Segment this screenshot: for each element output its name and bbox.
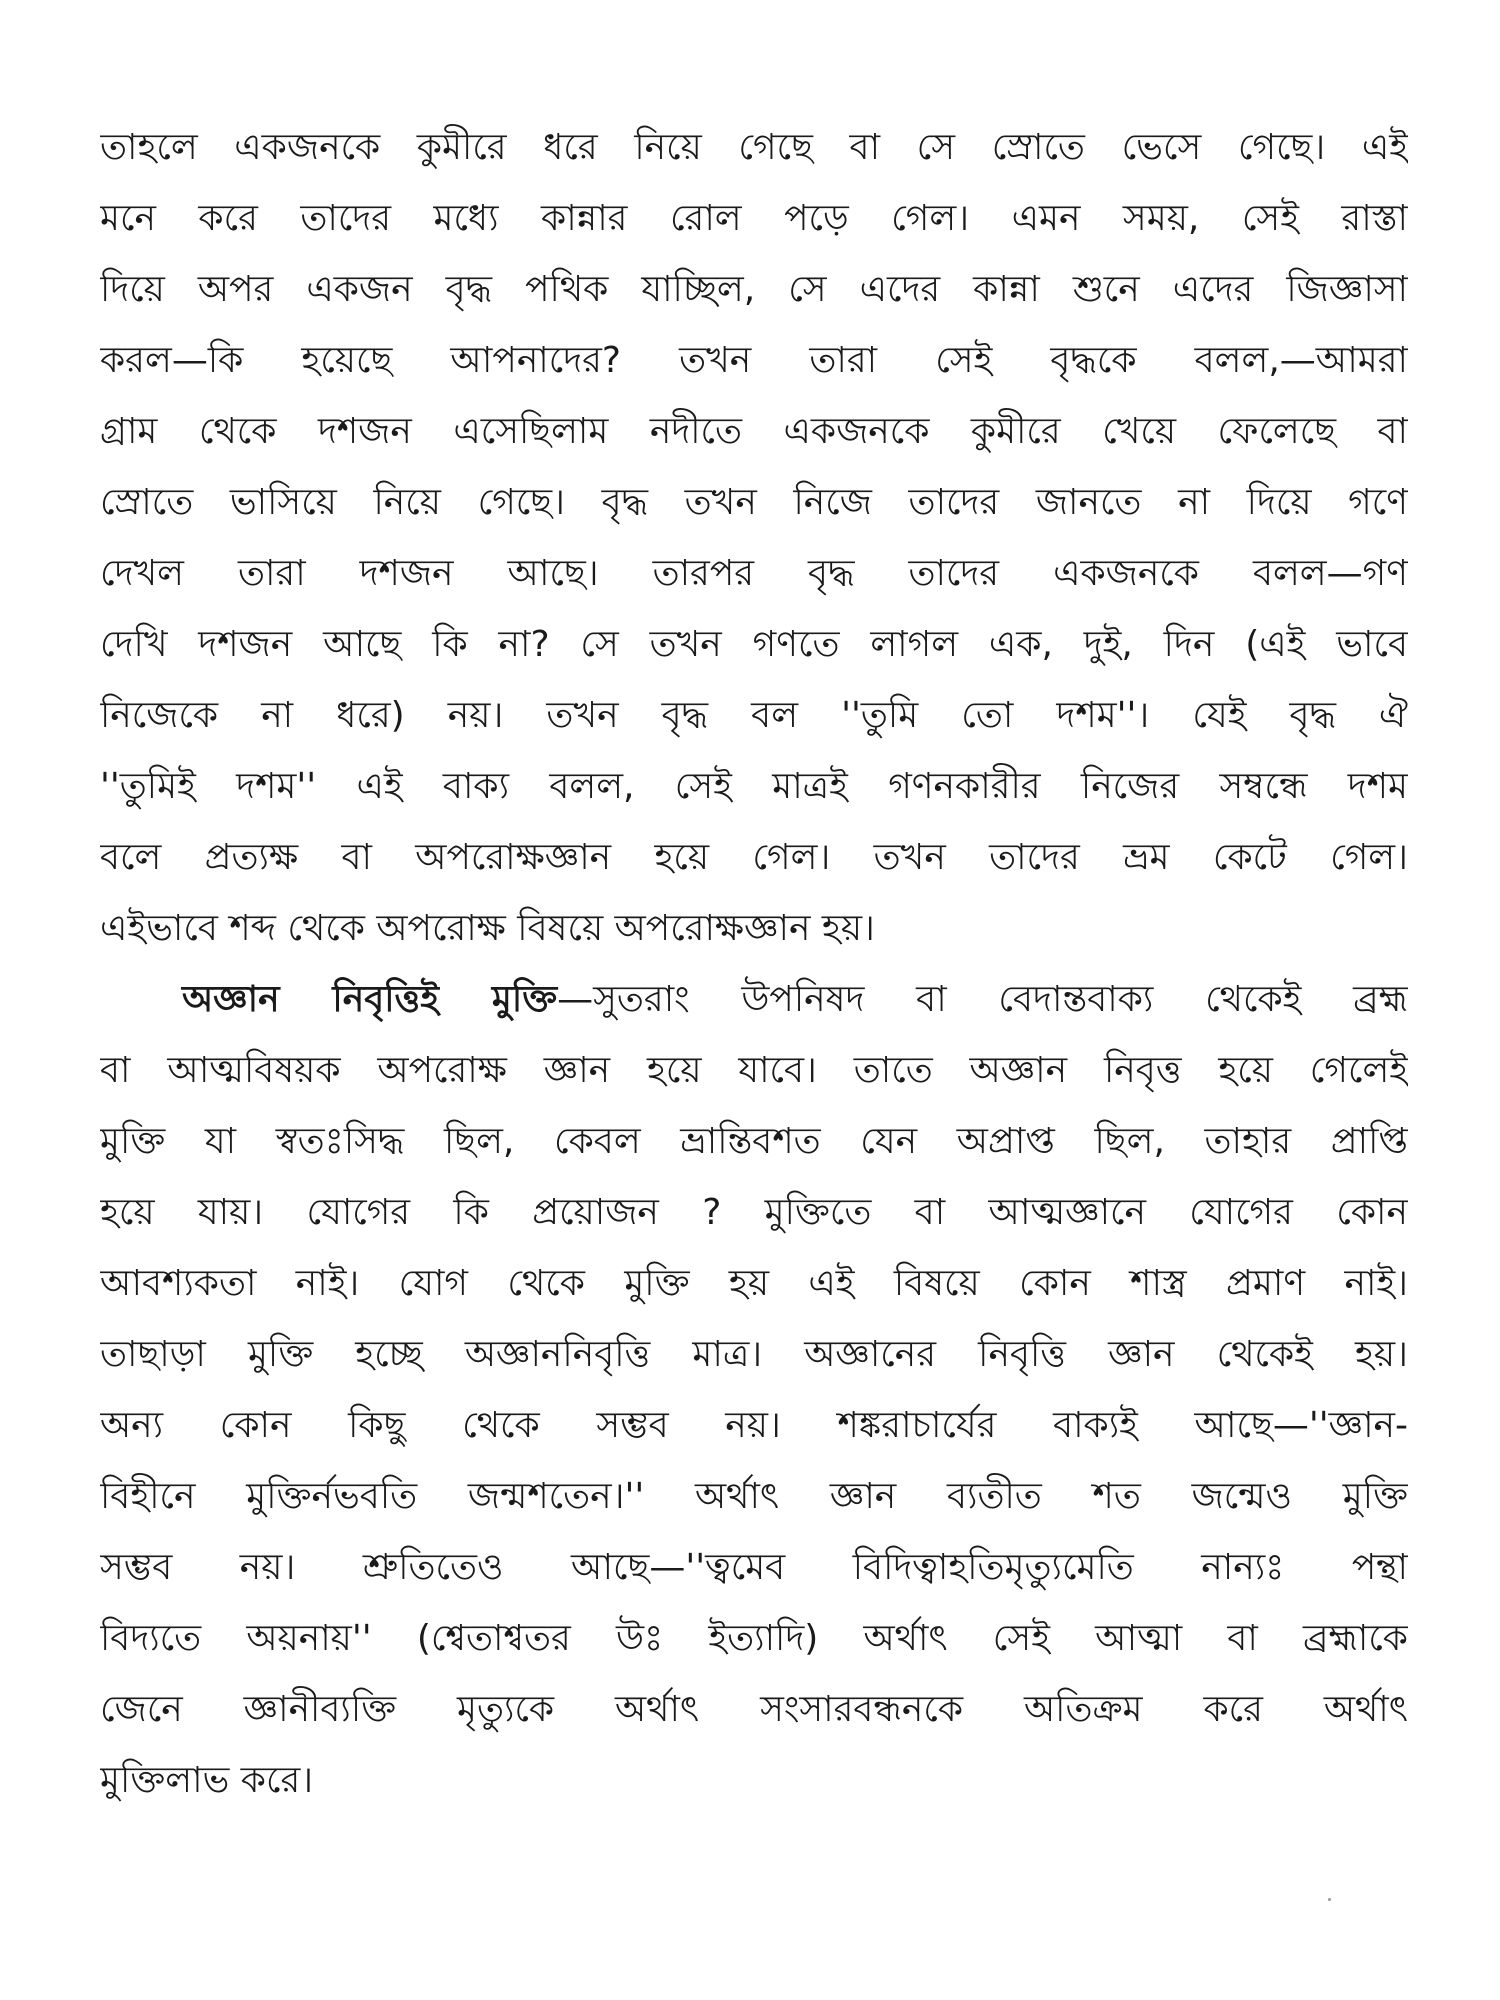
paragraph-2 xyxy=(100,964,1408,1816)
text-line: মুক্তিলাভ করে। xyxy=(100,1760,314,1801)
text-line: আবশ্যকতা নাই। যোগ থেকে মুক্তি হয় এই বিষয়ে কোন শাস্ত্র প্রমাণ নাই। xyxy=(100,1263,1408,1304)
text-line: বলে প্রত্যক্ষ বা অপরোক্ষজ্ঞান হয়ে গেল। তখন তাদের ভ্রম কেটে গেল। xyxy=(100,837,1408,878)
text-line: মুক্তি যা স্বতঃসিদ্ধ ছিল, কেবল ভ্রান্তিবশত যেন অপ্রাপ্ত ছিল, তাহার প্রাপ্তি xyxy=(100,1121,1408,1162)
scan-speck xyxy=(1328,1898,1331,1901)
text-line: সম্ভব নয়। শ্রুতিতেও আছে—''ত্বমেব বিদিত্বাহতিমৃত্যুমেতি নান্যঃ পন্থা xyxy=(100,1547,1408,1588)
text-line: বা আত্মবিষয়ক অপরোক্ষ জ্ঞান হয়ে যাবে। তাতে অজ্ঞান নিবৃত্ত হয়ে গেলেই xyxy=(100,1050,1408,1091)
text-line: ''তুমিই দশম'' এই বাক্য বলল, সেই মাত্রই গণনকারীর নিজের সম্বন্ধে দশম xyxy=(100,766,1408,807)
text-line: অন্য কোন কিছু থেকে সম্ভব নয়। শঙ্করাচার্যের বাক্যই আছে—''জ্ঞান- xyxy=(100,1405,1408,1446)
text-line: এইভাবে শব্দ থেকে অপরোক্ষ বিষয়ে অপরোক্ষজ্ঞান হয়। xyxy=(100,908,875,949)
text-line: মনে করে তাদের মধ্যে কান্নার রোল পড়ে গেল। এমন সময়, সেই রাস্তা xyxy=(100,198,1408,239)
text-line: তাহলে একজনকে কুমীরে ধরে নিয়ে গেছে বা সে স্রোতে ভেসে গেছে। এই xyxy=(100,127,1408,168)
text-line: স্রোতে ভাসিয়ে নিয়ে গেছে। বৃদ্ধ তখন নিজে তাদের জানতে না দিয়ে গণে xyxy=(100,482,1408,523)
text-line: দেখল তারা দশজন আছে। তারপর বৃদ্ধ তাদের একজনকে বলল—গণ xyxy=(100,553,1408,594)
text-line: দেখি দশজন আছে কি না? সে তখন গণতে লাগল এক, দুই, দিন (এই ভাবে xyxy=(100,624,1408,665)
text-line: গ্রাম থেকে দশজন এসেছিলাম নদীতে একজনকে কুমীরে খেয়ে ফেলেছে বা xyxy=(100,411,1408,452)
paragraph-1 xyxy=(100,112,1408,964)
body-text xyxy=(100,112,1408,1816)
text-line: জেনে জ্ঞানীব্যক্তি মৃত্যুকে অর্থাৎ সংসারবন্ধনকে অতিক্রম করে অর্থাৎ xyxy=(100,1689,1408,1730)
heading-continuation: —সুতরাং উপনিষদ বা বেদান্তবাক্য থেকেই ব্রহ্ম xyxy=(557,979,1408,1020)
text-line: করল—কি হয়েছে আপনাদের? তখন তারা সেই বৃদ্ধকে বলল,—আমরা xyxy=(100,340,1408,381)
text-line: দিয়ে অপর একজন বৃদ্ধ পথিক যাচ্ছিল, সে এদের কান্না শুনে এদের জিজ্ঞাসা xyxy=(100,269,1408,310)
text-line: বিদ্যতে অয়নায়'' (শ্বেতাশ্বতর উঃ ইত্যাদি) অর্থাৎ সেই আত্মা বা ব্রহ্মাকে xyxy=(100,1618,1408,1659)
text-line: হয়ে যায়। যোগের কি প্রয়োজন ? মুক্তিতে বা আত্মজ্ঞানে যোগের কোন xyxy=(100,1192,1408,1233)
text-line: বিহীনে মুক্তির্নভবতি জন্মশতেন।'' অর্থাৎ জ্ঞান ব্যতীত শত জন্মেও মুক্তি xyxy=(100,1476,1408,1517)
paragraph-first-line xyxy=(100,964,1408,1035)
text-line: তাছাড়া মুক্তি হচ্ছে অজ্ঞাননিবৃত্তি মাত্র। অজ্ঞানের নিবৃত্তি জ্ঞান থেকেই হয়। xyxy=(100,1334,1408,1375)
text-line: নিজেকে না ধরে) নয়। তখন বৃদ্ধ বল ''তুমি তো দশম''। যেই বৃদ্ধ ঐ xyxy=(100,695,1408,736)
section-heading: অজ্ঞান নিবৃত্তিই মুক্তি xyxy=(182,979,558,1020)
